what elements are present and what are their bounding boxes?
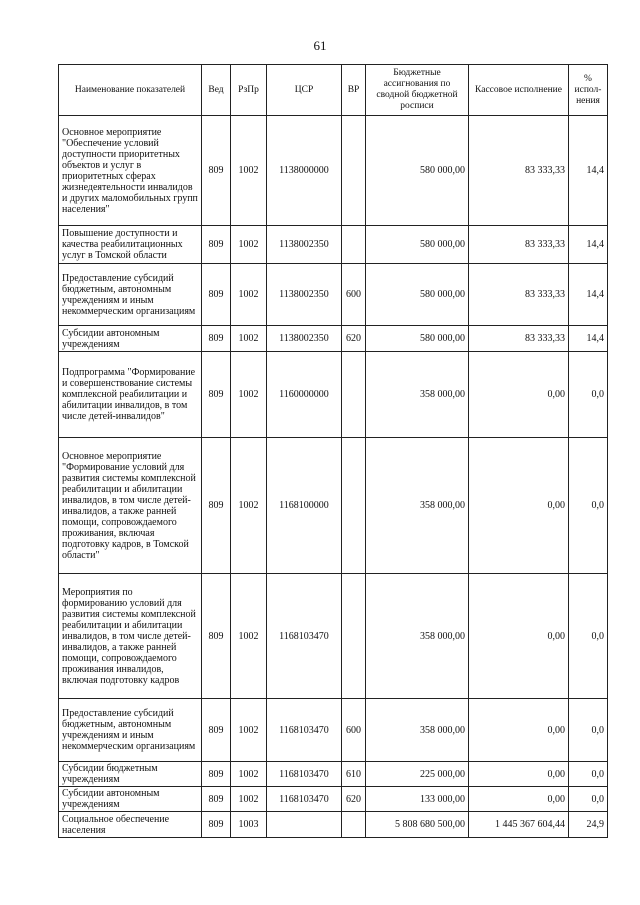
row-vr (342, 812, 366, 838)
row-csr: 1160000000 (267, 352, 342, 438)
row-cash-execution: 0,00 (469, 352, 569, 438)
row-percent: 14,4 (569, 326, 608, 352)
row-cash-execution: 1 445 367 604,44 (469, 812, 569, 838)
row-rzpr: 1002 (231, 699, 267, 762)
row-assignments: 5 808 680 500,00 (366, 812, 469, 838)
row-rzpr: 1002 (231, 787, 267, 812)
col-header-cash-execution: Кассовое исполнение (469, 65, 569, 116)
row-assignments: 580 000,00 (366, 264, 469, 326)
row-vr (342, 352, 366, 438)
row-percent: 0,0 (569, 438, 608, 574)
row-csr: 1168103470 (267, 762, 342, 787)
row-percent: 14,4 (569, 116, 608, 226)
row-cash-execution: 83 333,33 (469, 326, 569, 352)
col-header-name: Наименование показателей (59, 65, 202, 116)
table-row (59, 326, 608, 352)
row-vr: 610 (342, 762, 366, 787)
table-row (59, 226, 608, 264)
table-row (59, 574, 608, 699)
row-csr: 1138002350 (267, 264, 342, 326)
row-csr: 1168103470 (267, 699, 342, 762)
row-ved: 809 (202, 438, 231, 574)
row-rzpr: 1002 (231, 326, 267, 352)
row-name: Субсидии автономным учреждениям (59, 787, 202, 812)
row-cash-execution: 83 333,33 (469, 226, 569, 264)
col-header-csr: ЦСР (267, 65, 342, 116)
row-csr (267, 812, 342, 838)
row-name: Мероприятия по формированию условий для развития системы комплексной реабилитации и абилитации инвалидов, в том числе детей-инвалидов, а также ранней помощи, сопровождаемого проживания инвалидов, включая подготовку кадров (59, 574, 202, 699)
row-vr: 620 (342, 326, 366, 352)
row-cash-execution: 0,00 (469, 699, 569, 762)
row-percent: 14,4 (569, 226, 608, 264)
row-vr: 600 (342, 264, 366, 326)
table-row (59, 812, 608, 838)
table-row (59, 699, 608, 762)
row-ved: 809 (202, 762, 231, 787)
col-header-ved: Вед (202, 65, 231, 116)
table-row (59, 438, 608, 574)
row-cash-execution: 0,00 (469, 787, 569, 812)
row-rzpr: 1002 (231, 226, 267, 264)
row-assignments: 358 000,00 (366, 574, 469, 699)
row-name: Подпрограмма "Формирование и совершенствование системы комплексной реабилитации и абилитации инвалидов, в том числе детей-инвалидов" (59, 352, 202, 438)
row-rzpr: 1002 (231, 352, 267, 438)
row-name: Социальное обеспечение населения (59, 812, 202, 838)
row-percent: 0,0 (569, 352, 608, 438)
row-assignments: 358 000,00 (366, 699, 469, 762)
row-cash-execution: 83 333,33 (469, 264, 569, 326)
row-vr (342, 438, 366, 574)
row-csr: 1138000000 (267, 116, 342, 226)
row-ved: 809 (202, 812, 231, 838)
row-percent: 0,0 (569, 699, 608, 762)
row-percent: 14,4 (569, 264, 608, 326)
row-assignments: 580 000,00 (366, 226, 469, 264)
row-ved: 809 (202, 574, 231, 699)
row-name: Субсидии автономным учреждениям (59, 326, 202, 352)
row-ved: 809 (202, 699, 231, 762)
row-percent: 0,0 (569, 762, 608, 787)
row-ved: 809 (202, 226, 231, 264)
col-header-percent: % испол-нения (569, 65, 608, 116)
row-csr: 1138002350 (267, 326, 342, 352)
table-header-row (59, 65, 608, 116)
row-percent: 0,0 (569, 787, 608, 812)
row-name: Основное мероприятие "Формирование условий для развития системы комплексной реабилитации и абилитации инвалидов, в том числе детей-инвалидов, а также ранней помощи, сопровождаемого проживания, включая подготовку кадров, в Томской области" (59, 438, 202, 574)
row-name: Предоставление субсидий бюджетным, автономным учреждениям и иным некоммерческим организациям (59, 264, 202, 326)
table-row (59, 762, 608, 787)
table-row (59, 787, 608, 812)
row-percent: 0,0 (569, 574, 608, 699)
row-vr (342, 574, 366, 699)
col-header-rzpr: РзПр (231, 65, 267, 116)
row-rzpr: 1002 (231, 762, 267, 787)
table-row (59, 352, 608, 438)
row-rzpr: 1002 (231, 574, 267, 699)
row-ved: 809 (202, 264, 231, 326)
col-header-assignments: Бюджетные ассигнования по сводной бюджетной росписи (366, 65, 469, 116)
table-row (59, 264, 608, 326)
row-rzpr: 1002 (231, 264, 267, 326)
row-ved: 809 (202, 352, 231, 438)
row-assignments: 225 000,00 (366, 762, 469, 787)
row-assignments: 133 000,00 (366, 787, 469, 812)
row-cash-execution: 0,00 (469, 762, 569, 787)
row-name: Субсидии бюджетным учреждениям (59, 762, 202, 787)
page-number: 61 (313, 38, 327, 53)
row-rzpr: 1002 (231, 116, 267, 226)
row-assignments: 358 000,00 (366, 352, 469, 438)
budget-table (58, 64, 608, 838)
row-ved: 809 (202, 787, 231, 812)
row-name: Основное мероприятие "Обеспечение условий доступности приоритетных объектов и услуг в приоритетных сферах жизнедеятельности инвалидов и других маломобильных групп населения" (59, 116, 202, 226)
row-csr: 1138002350 (267, 226, 342, 264)
row-name: Повышение доступности и качества реабилитационных услуг в Томской области (59, 226, 202, 264)
row-assignments: 580 000,00 (366, 116, 469, 226)
row-cash-execution: 0,00 (469, 574, 569, 699)
row-assignments: 580 000,00 (366, 326, 469, 352)
row-csr: 1168103470 (267, 787, 342, 812)
row-cash-execution: 83 333,33 (469, 116, 569, 226)
row-vr (342, 116, 366, 226)
row-csr: 1168100000 (267, 438, 342, 574)
row-name: Предоставление субсидий бюджетным, автономным учреждениям и иным некоммерческим организациям (59, 699, 202, 762)
row-vr (342, 226, 366, 264)
row-vr: 620 (342, 787, 366, 812)
row-csr: 1168103470 (267, 574, 342, 699)
row-vr: 600 (342, 699, 366, 762)
row-ved: 809 (202, 326, 231, 352)
table-row (59, 116, 608, 226)
row-ved: 809 (202, 116, 231, 226)
row-percent: 24,9 (569, 812, 608, 838)
row-cash-execution: 0,00 (469, 438, 569, 574)
col-header-vr: ВР (342, 65, 366, 116)
row-assignments: 358 000,00 (366, 438, 469, 574)
row-rzpr: 1002 (231, 438, 267, 574)
row-rzpr: 1003 (231, 812, 267, 838)
